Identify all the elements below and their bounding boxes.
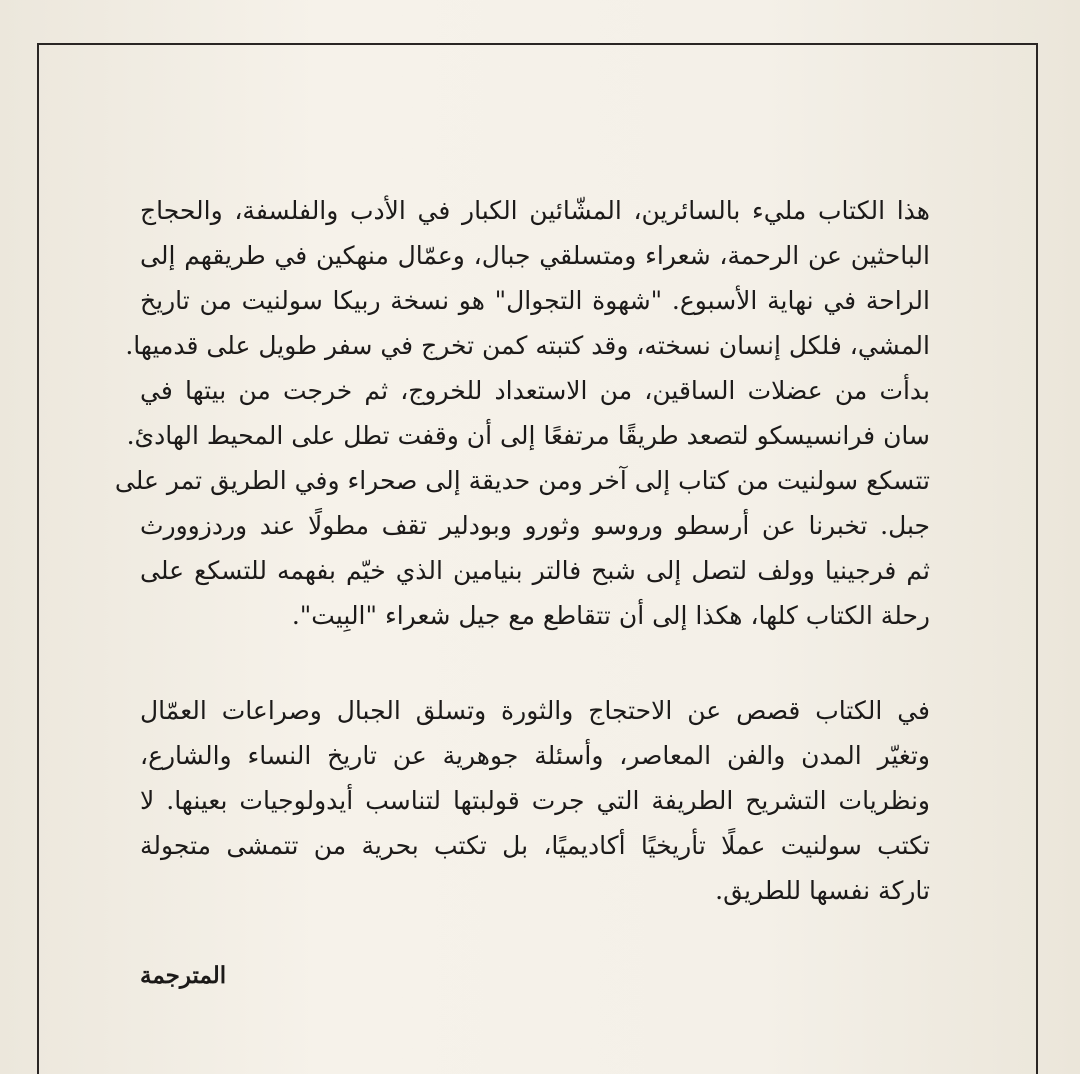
text-line: ونظريات التشريح الطريفة التي جرت قولبتها لتناسب أيدولوجيات بعينها. لا <box>140 786 930 815</box>
text-line: تكتب سولنيت عملًا تأريخيًا أكاديميًا، بل تكتب بحرية من تتمشى متجولة <box>140 831 930 860</box>
text-line: بدأت من عضلات الساقين، من الاستعداد للخروج، ثم خرجت من بيتها في <box>140 376 930 405</box>
paragraph-2 <box>140 688 930 913</box>
paragraph-1 <box>114 188 930 638</box>
text-line: الراحة في نهاية الأسبوع. "شهوة التجوال" هو نسخة ربيكا سولنيت من تاريخ <box>140 286 930 315</box>
text-line: جبل. تخبرنا عن أرسطو وروسو وثورو وبودلير تقف مطولًا عند وردزوورث <box>140 511 930 540</box>
text-line: وتغيّر المدن والفن المعاصر، وأسئلة جوهرية عن تاريخ النساء والشارع، <box>140 741 930 770</box>
translator-signature: المترجمة <box>140 962 227 989</box>
text-line: رحلة الكتاب كلها، هكذا إلى أن تتقاطع مع جيل شعراء "البِيت". <box>291 601 930 630</box>
text-line: تتسكع سولنيت من كتاب إلى آخر ومن حديقة إلى صحراء وفي الطريق تمر على <box>114 466 930 495</box>
text-line: في الكتاب قصص عن الاحتجاج والثورة وتسلق الجبال وصراعات العمّال <box>140 696 930 725</box>
text-line: سان فرانسيسكو لتصعد طريقًا مرتفعًا إلى أن وقفت تطل على المحيط الهادئ. <box>126 421 930 450</box>
text-line: ثم فرجينيا وولف لتصل إلى شبح فالتر بنيامين الذي خيّم بفهمه للتسكع على <box>140 556 930 585</box>
text-line: المشي، فلكل إنسان نسخته، وقد كتبته كمن تخرج في سفر طويل على قدميها. <box>125 331 930 360</box>
text-line: هذا الكتاب مليء بالسائرين، المشّائين الكبار في الأدب والفلسفة، والحجاج <box>140 196 930 225</box>
text-line: الباحثين عن الرحمة، شعراء ومتسلقي جبال، وعمّال منهكين في طريقهم إلى <box>140 241 930 270</box>
text-line: تاركة نفسها للطريق. <box>715 876 930 905</box>
